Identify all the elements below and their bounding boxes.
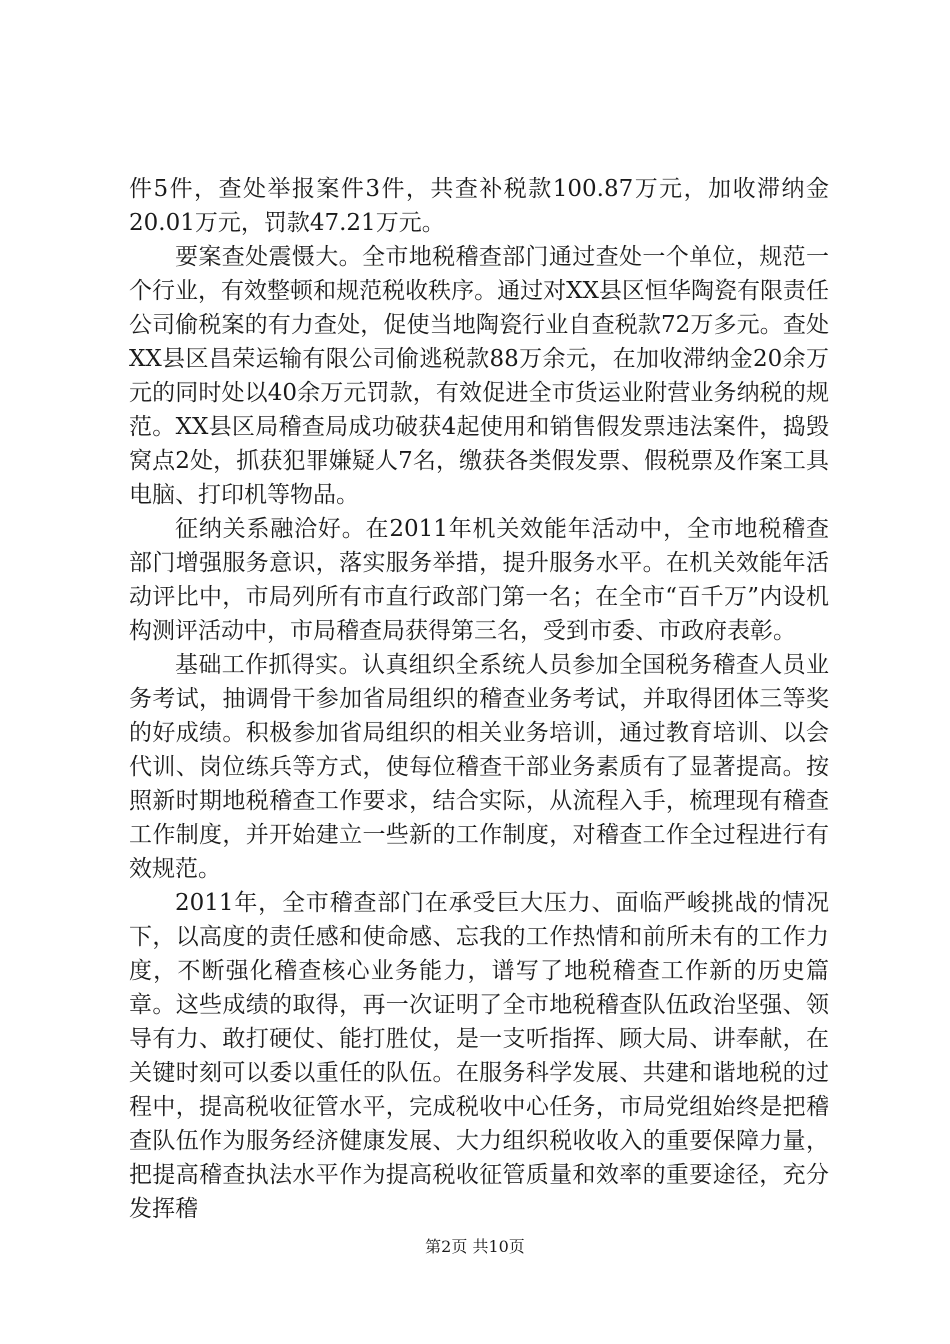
paragraph-summary-2011: 2011年，全市稽查部门在承受巨大压力、面临严峻挑战的情况下，以高度的责任感和使命感、忘我的工作热情和前所未有的工作力度，不断强化稽查核心业务能力，谱写了地税稽查工作新的历史篇章。这些成绩的取得，再一次证明了全市地税稽查队伍政治坚强、领导有力、敢打硬仗、能打胜仗，是一支听指挥、顾大局、讲奉献，在关键时刻可以委以重任的队伍。在服务科学发展、共建和谐地税的过程中，提高税收征管水平，完成税收中心任务，市局党组始终是把稽查队伍作为服务经济健康发展、大力组织税收收入的重要保障力量，把提高稽查执法水平作为提高税收征管质量和效率的重要途径，充分发挥稽 <box>129 890 829 1222</box>
document-body <box>129 172 829 1226</box>
paragraph-tax-relations: 征纳关系融洽好。在2011年机关效能年活动中，全市地税稽查部门增强服务意识，落实服务举措，提升服务水平。在机关效能年活动评比中，市局列所有市直行政部门第一名；在全市“百千万”内设机构测评活动中，市局稽查局获得第三名，受到市委、市政府表彰。 <box>129 516 829 644</box>
paragraph-continuation: 件5件，查处举报案件3件，共查补税款100.87万元，加收滞纳金20.01万元，罚款47.21万元。 <box>129 176 829 236</box>
paragraph-basic-work: 基础工作抓得实。认真组织全系统人员参加全国税务稽查人员业务考试，抽调骨干参加省局组织的稽查业务考试，并取得团体三等奖的好成绩。积极参加省局组织的相关业务培训，通过教育培训、以会代训、岗位练兵等方式，使每位稽查干部业务素质有了显著提高。按照新时期地税稽查工作要求，结合实际，从流程入手，梳理现有稽查工作制度，并开始建立一些新的工作制度，对稽查工作全过程进行有效规范。 <box>129 652 829 882</box>
page-number-footer: 第2页 共10页 <box>425 1237 525 1256</box>
paragraph-major-cases: 要案查处震慑大。全市地税稽查部门通过查处一个单位，规范一个行业，有效整顿和规范税收秩序。通过对XX县区恒华陶瓷有限责任公司偷税案的有力查处，促使当地陶瓷行业自查税款72万多元。查处XX县区昌荣运输有限公司偷逃税款88万余元，在加收滞纳金20余万元的同时处以40余万元罚款，有效促进全市货运业附营业务纳税的规范。XX县区局稽查局成功破获4起使用和销售假发票违法案件，捣毁窝点2处，抓获犯罪嫌疑人7名，缴获各类假发票、假税票及作案工具电脑、打印机等物品。 <box>129 244 829 508</box>
